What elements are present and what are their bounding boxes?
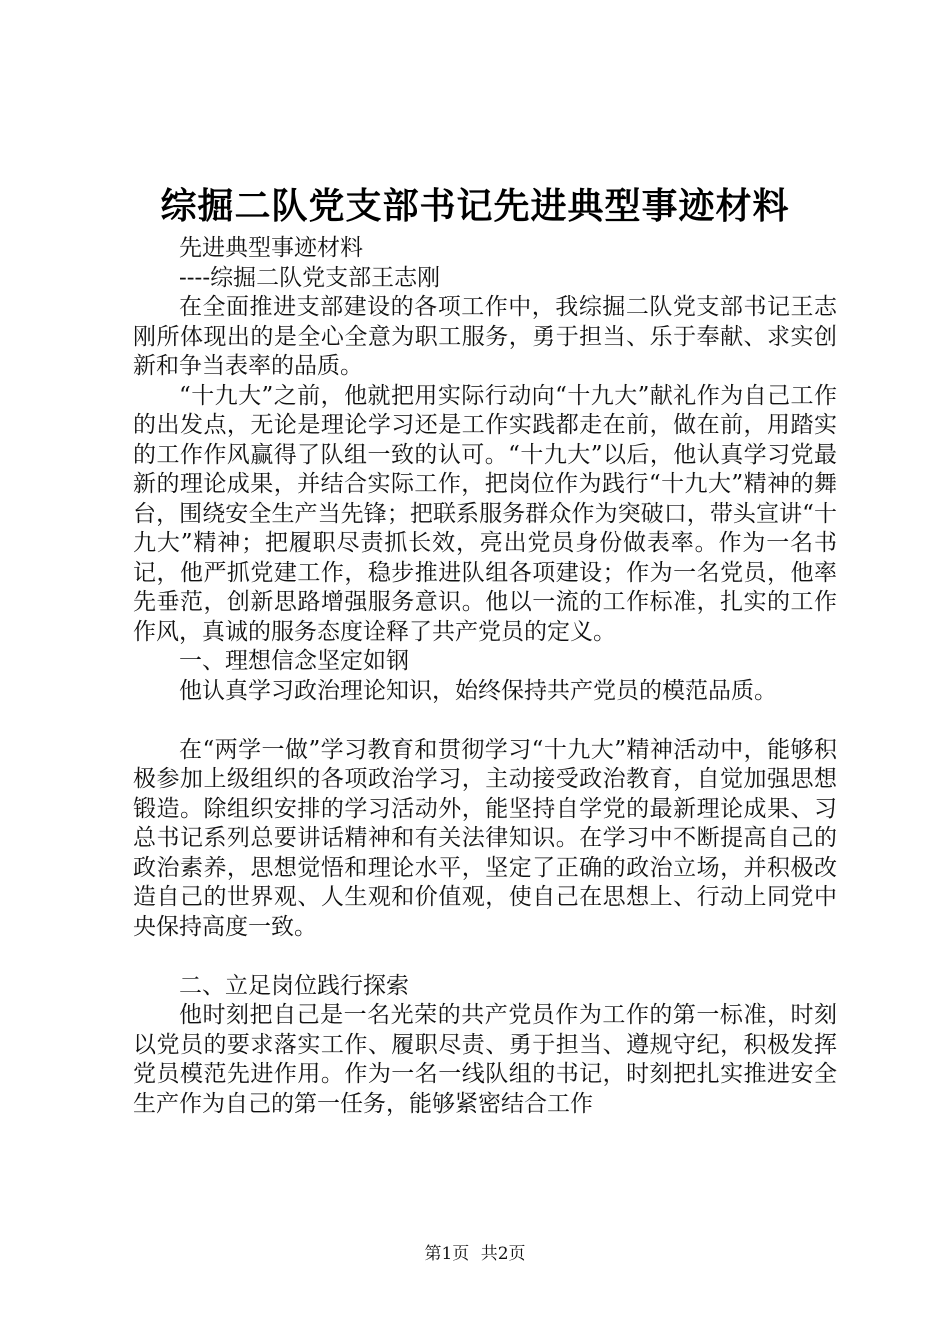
subtitle: 先进典型事迹材料 [179, 235, 363, 261]
paragraph-nineteenth-congress: “十九大”之前，他就把用实际行动向“十九大”献礼作为自己工作的出发点，无论是理论学习还是工作实践都走在前，做在前，用踏实的工作作风赢得了队组一致的认可。“十九大”以后，他认真学习党最新的理论成果，并结合实际工作，把岗位作为践行“十九大”精神的舞台，围绕安全生产当先锋；把联系服务群众作为突破口，带头宣讲“十九大”精神；把履职尽责抓长效，亮出党员身份做表率。作为一名书记，他严抓党建工作，稳步推进队组各项建设；作为一名党员，他率先垂范，创新思路增强服务意识。他以一流的工作标准，扎实的工作作风，真诚的服务态度诠释了共产党员的定义。 [133, 382, 837, 645]
page-footer [0, 1243, 950, 1265]
section-heading-2: 二、立足岗位践行探索 [179, 972, 409, 999]
paragraph-study: 他认真学习政治理论知识，始终保持共产党员的模范品质。 [179, 677, 777, 704]
paragraph-intro: 在全面推进支部建设的各项工作中，我综掘二队党支部书记王志刚所体现出的是全心全意为职工服务，勇于担当、乐于奉献、求实创新和争当表率的品质。 [133, 294, 837, 379]
section-heading-1: 一、理想信念坚定如钢 [179, 648, 409, 674]
document-body [133, 234, 837, 1119]
paragraph-post-practice: 他时刻把自己是一名光荣的共产党员作为工作的第一标准，时刻以党员的要求落实工作、履职尽责、勇于担当、遵规守纪，积极发挥党员模范先进作用。作为一名一线队组的书记，时刻把扎实推进安全生产作为自己的第一任务，能够紧密结合工作 [133, 1002, 837, 1117]
byline: ----综掘二队党支部王志刚 [179, 264, 441, 291]
document-title: 综掘二队党支部书记先进典型事迹材料 [160, 185, 790, 227]
paragraph-political-study: 在“两学一做”学习教育和贯彻学习“十九大”精神活动中，能够积极参加上级组织的各项政治学习，主动接受政治教育，自觉加强思想锻造。除组织安排的学习活动外，能坚持自学党的最新理论成果、习总书记系列总要讲话精神和有关法律知识。在学习中不断提高自己的政治素养，思想觉悟和理论水平，坚定了正确的政治立场，并积极改造自己的世界观、人生观和价值观，使自己在思想上、行动上同党中央保持高度一致。 [133, 736, 837, 940]
page-number: 第1页 [424, 1244, 470, 1264]
page-total: 共2页 [480, 1244, 526, 1264]
